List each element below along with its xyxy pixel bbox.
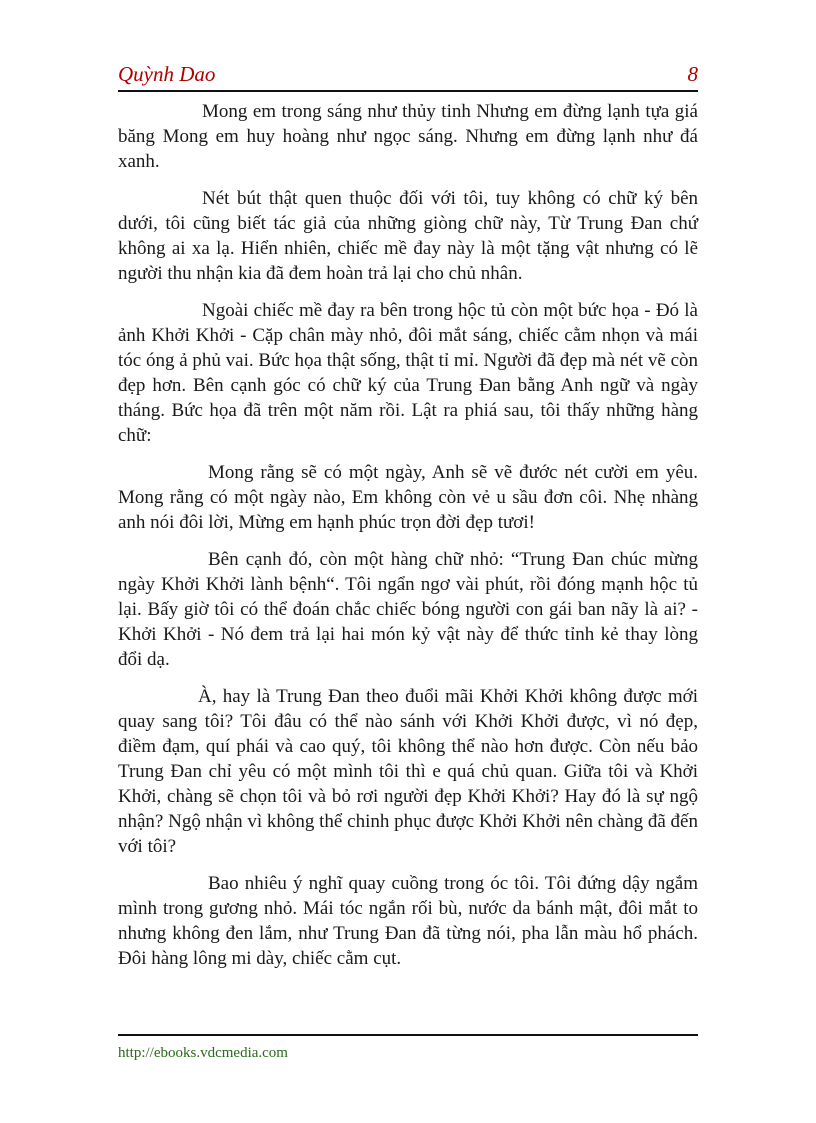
paragraph: Nét bút thật quen thuộc đối với tôi, tuy không có chữ ký bên dưới, tôi cũng biết tác giả của những giòng chữ này, Từ Trung Đan chứ không ai xa lạ. Hiển nhiên, chiếc mề đay này là một tặng vật nhưng có lẽ người thu nhận kia đã đem hoàn trả lại cho chủ nhân. — [118, 188, 698, 284]
paragraph: Mong rằng sẽ có một ngày, Anh sẽ vẽ đước nét cười em yêu. Mong rằng có một ngày nào, Em không còn vẻ u sầu đơn côi. Nhẹ nhàng anh nói đôi lời, Mừng em hạnh phúc trọn đời đẹp tươi! — [118, 462, 698, 533]
paragraph: Ngoài chiếc mề đay ra bên trong hộc tủ còn một bức họa - Đó là ảnh Khởi Khởi - Cặp chân mày nhỏ, đôi mắt sáng, chiếc cằm nhọn và mái tóc óng ả phủ vai. Bức họa thật sống, thật tỉ mỉ. Người đã đẹp mà nét vẽ còn đẹp hơn. Bên cạnh góc có chữ ký của Trung Đan bằng Anh ngữ và ngày tháng. Bức họa đã trên một năm rồi. Lật ra phiá sau, tôi thấy những hàng chữ: — [118, 300, 698, 446]
page-header — [118, 62, 698, 92]
paragraph: À, hay là Trung Đan theo đuổi mãi Khởi Khởi không được mới quay sang tôi? Tôi đâu có thể nào sánh với Khởi Khởi được, vì nó đẹp, điềm đạm, quí phái và cao quý, tôi không thể nào hơn được. Còn nếu bảo Trung Đan chỉ yêu có một mình tôi thì e quá chủ quan. Giữa tôi và Khởi Khởi, chàng sẽ chọn tôi và bỏ rơi người đẹp Khởi Khởi? Hay đó là sự ngộ nhận? Ngộ nhận vì không thể chinh phục được Khởi Khởi nên chàng đã đến với tôi? — [118, 686, 698, 857]
paragraph: Bên cạnh đó, còn một hàng chữ nhỏ: “Trung Đan chúc mừng ngày Khởi Khởi lành bệnh“. Tôi ngẩn ngơ vài phút, rồi đóng mạnh hộc tủ lại. Bấy giờ tôi có thể đoán chắc chiếc bóng người con gái ban nãy là ai? - Khởi Khởi - Nó đem trả lại hai món kỷ vật này để thức tỉnh kẻ thay lòng đổi dạ. — [118, 549, 698, 670]
footer-divider — [118, 1034, 698, 1036]
page-body — [118, 99, 698, 983]
paragraph: Bao nhiêu ý nghĩ quay cuồng trong óc tôi. Tôi đứng dậy ngắm mình trong gương nhỏ. Mái tóc ngắn rối bù, nước da bánh mật, đôi mắt to nhưng không đen lắm, như Trung Đan đã từng nói, pha lẫn màu hổ phách. Đôi hàng lông mi dày, chiếc cằm cụt. — [118, 873, 698, 969]
book-author: Quỳnh Dao — [118, 62, 216, 86]
footer-link[interactable]: http://ebooks.vdcmedia.com — [118, 1045, 288, 1061]
paragraph: Mong em trong sáng như thủy tinh Nhưng em đừng lạnh tựa giá băng Mong em huy hoàng như ngọc sáng. Nhưng em đừng lạnh như đá xanh. — [118, 101, 698, 172]
page-number: 8 — [687, 62, 698, 86]
